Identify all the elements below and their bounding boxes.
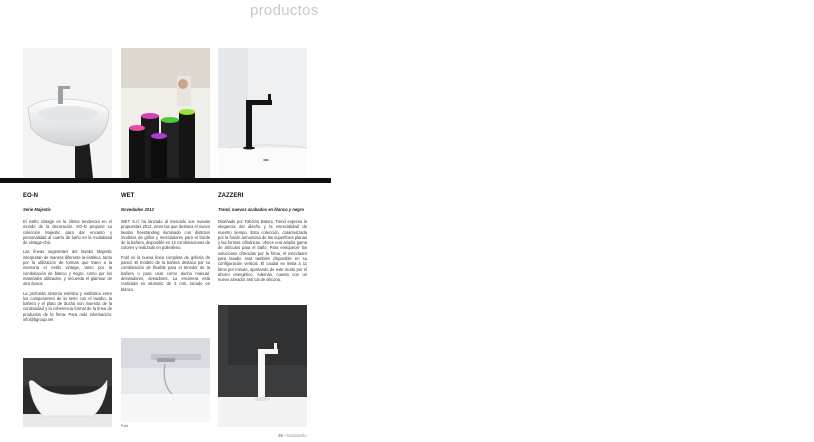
column-body-wet	[121, 219, 210, 296]
paragraph: Las líneas sugerentes del lavabo Majestic interpretan de manera diferente la estética, tanto por la utilización de formas que traen a la memoria el estilo vintage, tanto por la combinación de blanco y negro, como por los materiales utilizados, y recuerda el glamour de otra época.	[23, 249, 112, 287]
zazzeri-white-faucet-photo	[218, 305, 307, 427]
column-subtitle-zazzeri: Trend, nuevos acabados en blanco y negro	[218, 207, 305, 212]
column-subtitle-wet: Novedades 2012	[121, 207, 154, 212]
eon-washbasin-photo	[23, 48, 112, 178]
wet-bottom-caption: Fold	[121, 424, 128, 428]
column-title-zazzeri: ZAZZERI	[218, 193, 244, 199]
wet-basins-photo	[121, 48, 210, 178]
eon-bathtub-photo	[23, 358, 112, 427]
paragraph: WET S.r.l ha lanzado al mercado sus nuevas propuestas 2012, entre las que destaca el nuevo lavabo freestanding iluminado con distintos modelos de grifos y mezcladores para el borde de la bañera, disponible en 12 combinaciones de colores y realizado en polietileno.	[121, 219, 210, 251]
magazine-name: • kasabaño	[284, 433, 307, 438]
section-title: productos	[250, 2, 319, 19]
column-body-eon	[23, 219, 112, 326]
paragraph: La profunda sintonía estética y estilística entre los componentes de la serie con el lavabo, la bañera y el plato de ducha son muestra de la continuidad y la coherencia formal de la línea de productos de la firma. Para más información: info@bgroup.net	[23, 290, 112, 323]
divider-bar	[0, 178, 331, 183]
paragraph: Fold es la nueva línea completa de grifería de pared. El modelo de la bañera destaca por su combinación de flexible para el tenedor de la bañera o para usar como ducha manual, desviadores, aireadores. La encimera está realizada en aluminio de 3 mm, lacado en blanco.	[121, 254, 210, 292]
paragraph: Diseñado por Fabrizio Batoni, Trend expresa la elegancia del diseño y la esencialidad de nuestro tiempo. Esta colección, caracterizada por la fusión armoniosa de las superficies planas y las formas cilíndricas, ofrece una amplia gama de artículos para el baño. Para enriquecer las soluciones ofrecidas por la firma, el mezclador para lavabo está también disponible en su configuración vertical. El caudal se limita a 11 litros por minuto, aportando de este modo por el ahorro energético. Además, cuenta con un nuevo aireador anti cal de silicona.	[218, 219, 307, 283]
column-body-zazzeri	[218, 219, 307, 287]
wet-fold-photo	[121, 338, 210, 422]
column-subtitle-eon: Serie Majestic	[23, 207, 51, 212]
zazzeri-faucet-photo	[218, 48, 307, 178]
page-footer	[278, 433, 307, 438]
paragraph: El estilo vintage es la última tendencia en el mundo de la decoración. EO-N propone su colección Majestic para dar encanto y personalidad al cuarto de baño en la modalidad de vintage-chic.	[23, 219, 112, 246]
column-title-eon: EO-N	[23, 193, 38, 199]
page-number: 35	[278, 433, 284, 438]
column-title-wet: WET	[121, 193, 135, 199]
